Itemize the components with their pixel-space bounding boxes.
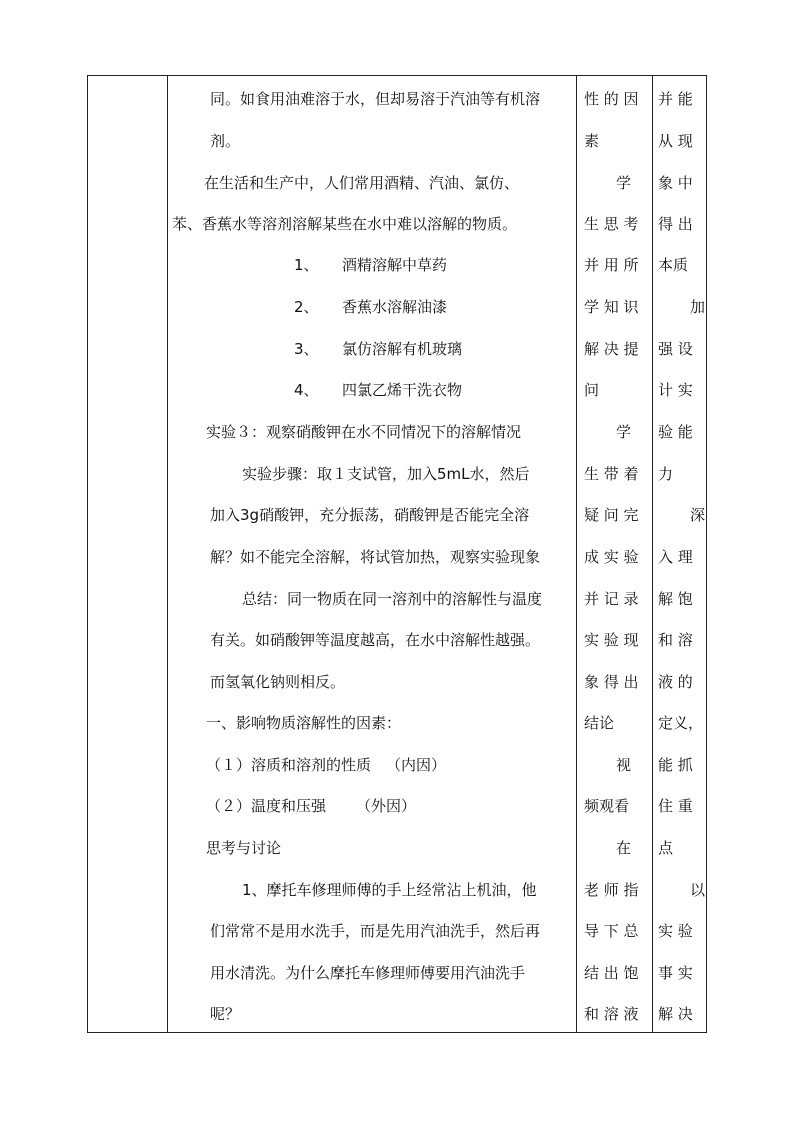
intent-line: 验 能	[658, 423, 693, 441]
intent-line: 得 出	[658, 215, 693, 233]
student-line: 学 知 识	[584, 298, 639, 316]
paragraph-line: 在生活和生产中，人们常用酒精、汽油、氯仿、	[204, 174, 520, 192]
intent-line: 加	[690, 298, 706, 316]
discussion-heading: 思考与讨论	[206, 839, 282, 857]
student-line: 频观看	[584, 797, 630, 815]
student-line: 象 得 出	[584, 673, 639, 691]
table-left-border	[87, 75, 88, 1033]
student-line: 和 溶 液	[584, 1005, 639, 1023]
intent-line: 能 抓	[658, 756, 693, 774]
summary-line: 而氢氧化钠则相反。	[210, 673, 346, 691]
discussion-line: 呢？	[210, 1005, 241, 1023]
student-line: 疑 问 完	[584, 506, 639, 524]
column-divider-3	[652, 75, 653, 1033]
intent-line: 解 决	[658, 1005, 693, 1023]
experiment-step-line: 实验步骤：取１支试管，加入5mL水，然后	[242, 465, 530, 483]
student-line: 视	[616, 756, 632, 774]
example-text: 氯仿溶解有机玻璃	[342, 340, 463, 358]
factor-note: （外因）	[356, 797, 417, 815]
factor-label: （１）溶质和溶剂的性质	[206, 756, 372, 774]
intent-line: 象 中	[658, 174, 693, 192]
student-line: 问	[584, 381, 600, 399]
factor-label: （２）温度和压强	[206, 797, 327, 815]
intent-line: 点	[658, 839, 674, 857]
experiment-step-line: 加入3g硝酸钾，充分振荡，硝酸钾是否能完全溶	[210, 506, 530, 524]
discussion-line: 用水清洗。为什么摩托车修理师傅要用汽油洗手	[210, 964, 526, 982]
paragraph-line: 剂。	[210, 132, 241, 150]
example-number: 2、	[294, 298, 319, 316]
intent-line: 力	[658, 465, 674, 483]
student-line: 结论	[584, 714, 615, 732]
student-line: 在	[616, 839, 632, 857]
column-divider-1	[167, 75, 168, 1033]
example-number: 1、	[294, 256, 319, 274]
experiment-title: 实验３：观察硝酸钾在水不同情况下的溶解情况	[206, 423, 522, 441]
discussion-line: 们常常不是用水洗手，而是先用汽油洗手，然后再	[210, 922, 541, 940]
student-line: 生 思 考	[584, 215, 639, 233]
intent-line: 并 能	[658, 90, 693, 108]
student-line: 导 下 总	[584, 922, 639, 940]
factors-heading: 一、影响物质溶解性的因素：	[206, 714, 402, 732]
table-top-border	[87, 75, 707, 76]
student-line: 结 出 饱	[584, 964, 639, 982]
column-divider-2	[576, 75, 577, 1033]
intent-line: 和 溶	[658, 631, 693, 649]
intent-line: 从 现	[658, 132, 693, 150]
student-line: 素	[584, 132, 600, 150]
paragraph-line: 苯、香蕉水等溶剂溶解某些在水中难以溶解的物质。	[172, 215, 518, 233]
student-line: 实 验 现	[584, 631, 639, 649]
example-number: 3、	[294, 340, 319, 358]
student-line: 老 师 指	[584, 881, 639, 899]
intent-line: 住 重	[658, 797, 693, 815]
factor-note: （内因）	[386, 756, 447, 774]
intent-line: 事 实	[658, 964, 693, 982]
intent-line: 强 设	[658, 340, 693, 358]
example-text: 香蕉水溶解油漆	[342, 298, 448, 316]
intent-line: 液 的	[658, 673, 693, 691]
table-bottom-border	[87, 1032, 707, 1033]
example-text: 四氯乙烯干洗衣物	[342, 381, 463, 399]
student-line: 成 实 验	[584, 548, 639, 566]
table-right-border	[706, 75, 707, 1033]
intent-line: 以	[690, 881, 706, 899]
paragraph-line: 同。如食用油难溶于水，但却易溶于汽油等有机溶	[210, 90, 541, 108]
student-line: 生 带 着	[584, 465, 639, 483]
experiment-step-line: 解？如不能完全溶解，将试管加热，观察实验现象	[210, 548, 541, 566]
example-number: 4、	[294, 381, 319, 399]
example-text: 酒精溶解中草药	[342, 256, 448, 274]
intent-line: 解 饱	[658, 590, 693, 608]
student-line: 学	[616, 423, 632, 441]
intent-line: 入 理	[658, 548, 693, 566]
student-line: 并 记 录	[584, 590, 639, 608]
student-line: 性 的 因	[584, 90, 639, 108]
summary-line: 总结：同一物质在同一溶剂中的溶解性与温度	[242, 590, 543, 608]
student-line: 解 决 提	[584, 340, 639, 358]
discussion-line: 1、摩托车修理师傅的手上经常沾上机油，他	[242, 881, 537, 899]
student-line: 学	[616, 174, 632, 192]
intent-line: 计 实	[658, 381, 693, 399]
intent-line: 深	[690, 506, 706, 524]
intent-line: 本质	[658, 256, 689, 274]
student-line: 并 用 所	[584, 256, 639, 274]
intent-line: 定义，	[658, 714, 704, 732]
summary-line: 有关。如硝酸钾等温度越高，在水中溶解性越强。	[210, 631, 541, 649]
intent-line: 实 验	[658, 922, 693, 940]
